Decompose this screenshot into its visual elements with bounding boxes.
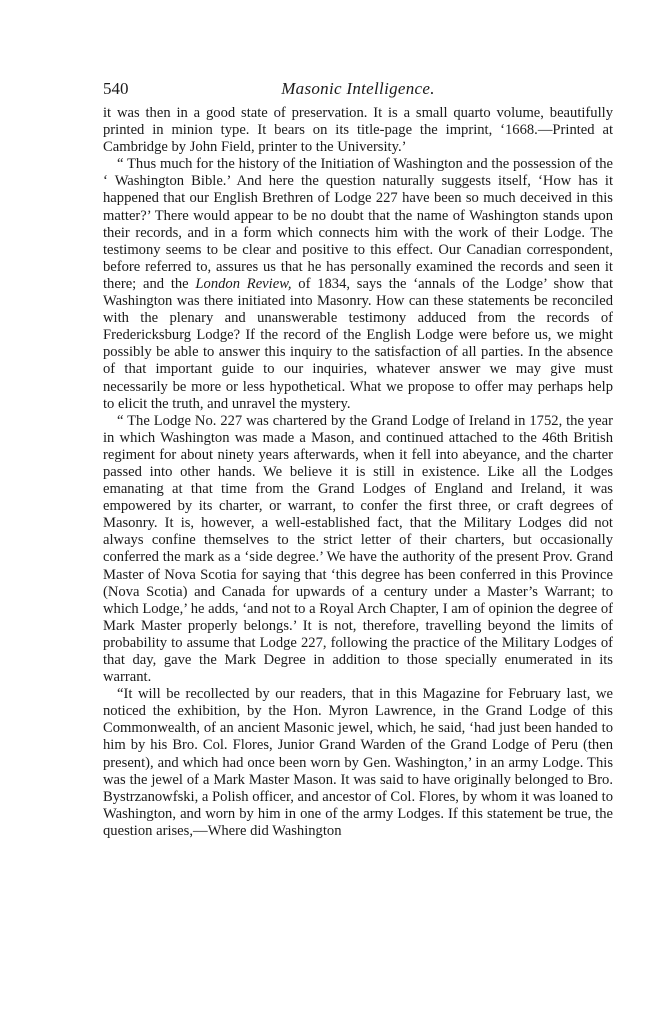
page-header — [103, 74, 613, 104]
paragraph-text: “ Thus much for the history of the Initiation of Washington and the possession of the ‘ Washington Bible.’ And here the question naturally suggests itself, ‘How has it happened that our English Brethren of Lodge 227 have been so much deceived in this matter?’ There would appear to be no doubt that the name of Washington stands upon their records, and in a form which connects him with the work of their Lodge. The testimony seems to be clear and positive to this effect. Our Canadian correspondent, before referred to, assures us that he has personally examined the records and seen it there; and the — [103, 156, 613, 292]
paragraph-3 — [103, 413, 613, 687]
paragraph-1 — [103, 105, 613, 156]
running-title: Masonic Intelligence. — [281, 79, 435, 98]
paragraph-text: “It will be recollected by our readers, that in this Magazine for February last, we noticed the exhibition, by the Hon. Myron Lawrence, in the Grand Lodge of this Commonwealth, of an ancient Masonic jewel, which, he said, ‘had just been handed to him by his Bro. Col. Flores, Junior Grand Warden of the Grand Lodge of Peru (then present), and which had once been worn by Gen. Washington,’ in an army Lodge. This was the jewel of a Mark Master Mason. It was said to have originally belonged to Bro. Bystrzanowfski, a Polish officer, and ancestor of Col. Flores, by whom it was loaned to Washington, and worn by him in one of the army Lodges. If this statement be true, the question arises,—Where did Washington — [103, 686, 613, 839]
paragraph-4 — [103, 686, 613, 840]
paragraph-text: of 1834, says the ‘annals of the Lodge’ show that Washington was there initiated into Masonry. How can these statements be reconciled with the plenary and unanswerable testimony adduced from the records of Fredericksburg Lodge? If the record of the English Lodge were before us, we might possibly be able to answer this inquiry to the satisfaction of all parties. In the absence of that important guide to our inquiries, whatever answer we may give must necessarily be more or less hypothetical. What we propose to offer may perhaps help to elicit the truth, and unravel the mystery. — [103, 275, 613, 412]
paragraph-text: “ The Lodge No. 227 was chartered by the Grand Lodge of Ireland in 1752, the year in which Washington was made a Mason, and continued attached to the 46th British regiment for about ninety years afterwards, when it fell into abeyance, and the charter passed into other hands. We believe it is still in existence. Like all the Lodges emanating at that time from the Grand Lodges of England and Ireland, it was empowered by its charter, or warrant, to confer the first three, or craft degrees of Masonry. It is, however, a well-established fact, that the Military Lodges did not always confine themselves to the strict letter of their charters, but occasionally conferred the mark as a ‘side degree.’ We have the authority of the present Prov. Grand Master of Nova Scotia for saying that ‘this degree has been conferred in this Province (Nova Scotia) and Canada for upwards of a century under a Master’s Warrant; to which Lodge,’ he adds, ‘and not to a Royal Arch Chapter, I am of opinion the degree of Mark Master properly belongs.’ It is not, therefore, travelling beyond the limits of probability to assume that Lodge 227, following the practice of the Military Lodges of that day, gave the Mark Degree in addition to those specially enumerated in its warrant. — [103, 412, 613, 686]
italic-title: London Review, — [195, 275, 292, 292]
paragraph-2 — [103, 156, 613, 412]
page-number: 540 — [103, 79, 129, 98]
article-body — [103, 105, 613, 840]
book-page — [103, 74, 613, 840]
paragraph-text: it was then in a good state of preservation. It is a small quarto volume, beautifully printed in minion type. It bears on its title-page the imprint, ‘1668.—Printed at Cambridge by John Field, printer to the University.’ — [103, 105, 613, 156]
